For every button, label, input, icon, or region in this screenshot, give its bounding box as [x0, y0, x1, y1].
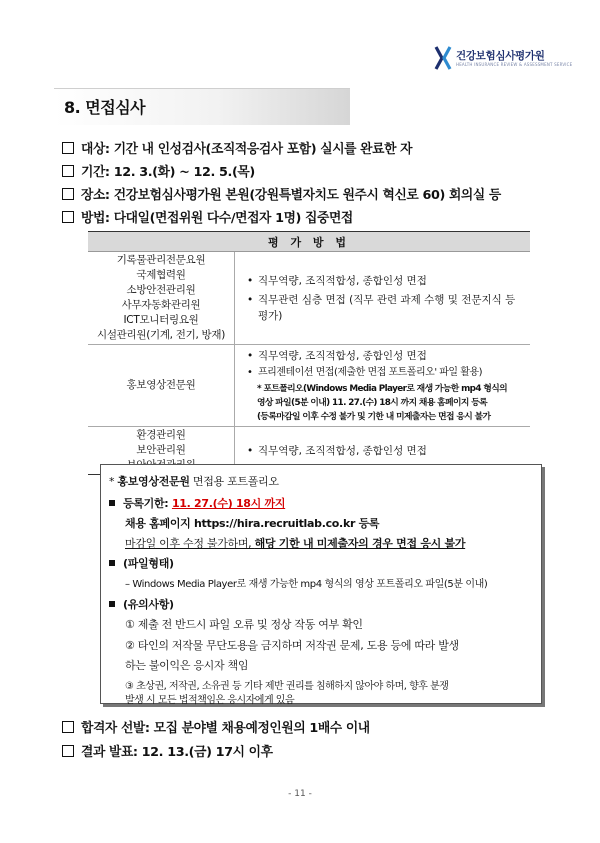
checkbox-icon	[62, 211, 74, 223]
portfolio-notice-box	[100, 464, 542, 704]
deadline-label: 등록기한:	[123, 497, 172, 510]
position-name: 홍보영상전문원	[126, 379, 196, 391]
position-name: 사무자동화관리원	[121, 299, 201, 311]
caution-item: ① 제출 전 반드시 파일 오류 및 정상 작동 여부 확인	[125, 618, 363, 631]
bullet-period	[62, 161, 255, 180]
method-cell	[235, 252, 531, 345]
method-item: • 프리젠테이션 면접(제출한 면접 포트폴리오' 파일 활용)	[247, 365, 524, 381]
position-cell	[88, 345, 235, 427]
position-name: 환경관리원	[136, 429, 186, 441]
method-item: • 직무역량, 조직적합성, 종합인성 면접	[247, 348, 524, 364]
homepage-line: 채용 홈페이지 https://hira.recruitlab.co.kr 등록	[125, 517, 380, 530]
filetype-label: (파일형태)	[123, 557, 174, 570]
section-title	[54, 88, 350, 124]
deadline-line	[109, 495, 285, 511]
notice-title: * 홍보영상전문원 면접용 포트폴리오	[109, 475, 279, 488]
filetype-label-line	[109, 555, 174, 571]
bullet-text: 기간: 12. 3.(화) ~ 12. 5.(목)	[81, 165, 255, 180]
notice-title-bold: 홍보영상전문원	[117, 475, 190, 488]
square-bullet-icon	[109, 601, 115, 607]
checkbox-icon	[62, 721, 74, 733]
portfolio-note-line: * 포트폴리오(Windows Media Player로 재생 가능한 mp4 형식의	[257, 384, 508, 394]
caution-item-cont: 발생 시 모든 법적책임은 응시자에게 있음	[125, 695, 295, 706]
table-header: 평 가 방 법	[88, 232, 530, 252]
method-item: • 직무역량, 조직적합성, 종합인성 면접	[247, 443, 524, 459]
caution-item: ② 타인의 저작물 무단도용을 금지하며 저작권 문제, 도용 등에 따라 발생	[125, 639, 459, 652]
portfolio-note-line: 영상 파일(5분 이내) 11. 27.(수) 18시 까지 채용 홈페이지 등록	[257, 398, 488, 408]
section-title-text: 8. 면접심사	[64, 98, 146, 117]
notice-title-rest: 면접용 포트폴리오	[189, 475, 279, 488]
logo-subtext: HEALTH INSURANCE REVIEW & ASSESSMENT SERVICE	[456, 62, 573, 67]
method-item: • 직무역량, 조직적합성, 종합인성 면접	[247, 273, 524, 289]
caution-label: (유의사항)	[123, 598, 174, 611]
bullet-text: 방법: 다대일(면접위원 다수/면접자 1명) 집중면접	[81, 211, 353, 226]
position-name: 소방안전관리원	[126, 284, 196, 296]
method-cell	[235, 345, 531, 427]
bullet-text: 장소: 건강보험심사평가원 본원(강원특별자치도 원주시 혁신로 60) 회의실 등	[81, 188, 501, 203]
checkbox-icon	[62, 165, 74, 177]
position-cell	[88, 252, 235, 345]
caution-label-line	[109, 596, 174, 612]
caution-item: ③ 초상권, 저작권, 소유권 등 기타 제반 권리를 침해하지 않아야 하며, 향후 분쟁	[125, 681, 449, 692]
logo-name: 건강보험심사평가원	[456, 50, 545, 62]
modification-text: 마감일 이후 수정 불가하며,	[125, 537, 255, 550]
caution-item-cont: 하는 불이익은 응시자 책임	[125, 659, 249, 672]
checkbox-icon	[62, 188, 74, 200]
deadline-value: 11. 27.(수) 18시 까지	[171, 497, 286, 510]
position-name: 기록물관리전문요원	[116, 254, 206, 266]
method-item: • 직무관련 심층 면접 (직무 관련 과제 수행 및 전문지식 등 평가)	[247, 292, 524, 324]
bullet-target	[62, 138, 412, 157]
bullet-text: 대상: 기간 내 인성검사(조직적응검사 포함) 실시를 완료한 자	[81, 142, 413, 157]
checkbox-icon	[62, 745, 74, 757]
position-name: 국제협력원	[136, 269, 186, 281]
portfolio-note-line: (등록마감일 이후 수정 불가 및 기한 내 미제출자는 면접 응시 불가	[257, 412, 491, 422]
square-bullet-icon	[109, 500, 115, 506]
square-bullet-icon	[109, 560, 115, 566]
table-row	[88, 345, 530, 427]
hira-logo-icon	[434, 46, 452, 70]
modification-line	[125, 535, 465, 551]
bullet-location	[62, 184, 501, 203]
table-row	[88, 252, 530, 345]
position-name: 보안관리원	[136, 444, 186, 456]
bullet-text: 합격자 선발: 모집 분야별 채용예정인원의 1배수 이내	[81, 721, 370, 736]
bullet-text: 결과 발표: 12. 13.(금) 17시 이후	[81, 745, 273, 760]
bullet-selection	[62, 717, 370, 736]
hira-logo	[434, 46, 573, 70]
modification-bold: 해당 기한 내 미제출자의 경우 면접 응시 불가	[254, 537, 466, 550]
page-number: - 11 -	[288, 789, 312, 799]
table-header-row	[88, 232, 530, 252]
bullet-announcement	[62, 741, 273, 760]
position-name: ICT모니터링요원	[123, 314, 199, 326]
bullet-method	[62, 207, 353, 226]
checkbox-icon	[62, 142, 74, 154]
filetype-text: – Windows Media Player로 재생 가능한 mp4 형식의 영상 포트폴리오 파일(5분 이내)	[125, 579, 488, 590]
position-name: 시설관리원(기계, 전기, 방재)	[96, 329, 226, 341]
evaluation-table	[88, 231, 530, 475]
